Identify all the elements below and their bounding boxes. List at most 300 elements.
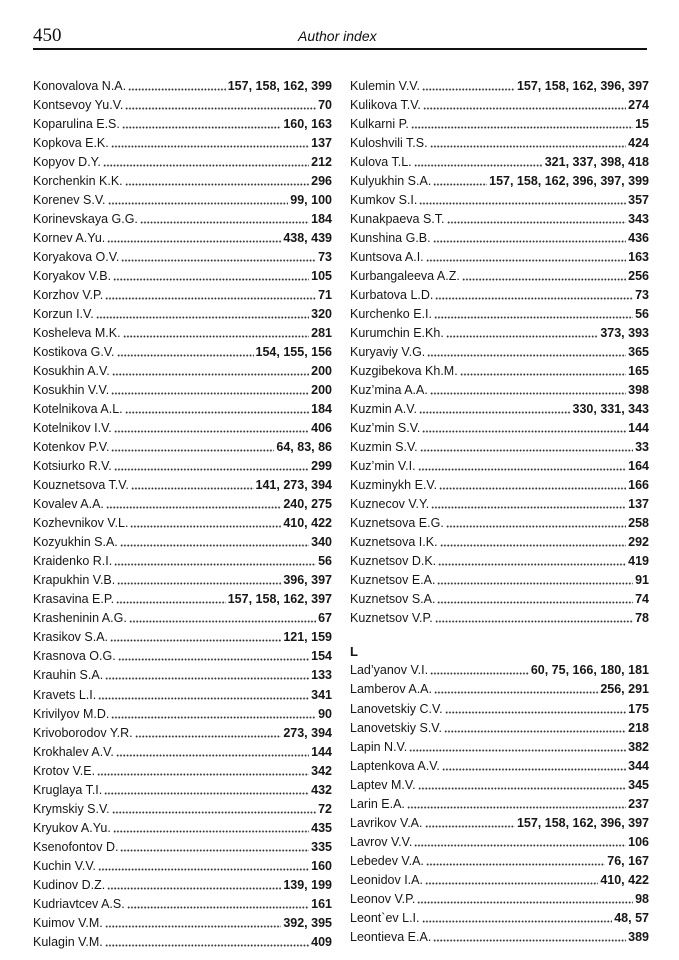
author-name: Kuznetsov D.K. [350, 554, 437, 569]
dot-leader [122, 126, 281, 129]
index-entry [33, 362, 332, 381]
index-entry [350, 476, 649, 495]
index-entry [350, 571, 649, 590]
author-name: Kraidenko R.I. [33, 554, 113, 569]
index-group-l [350, 661, 649, 946]
index-entry [33, 666, 332, 685]
page-references: 335 [311, 839, 332, 854]
author-name: Kurbatova L.D. [350, 288, 434, 303]
page-references: 438, 439 [283, 231, 332, 246]
page-references: 435 [311, 820, 332, 835]
author-name: Kuzgibekova Kh.M. [350, 364, 458, 379]
dot-leader [433, 939, 626, 942]
index-entry [33, 819, 332, 838]
author-name: Kravets L.I. [33, 687, 97, 702]
index-entry [33, 495, 332, 514]
dot-leader [114, 430, 309, 433]
index-entry [33, 857, 332, 876]
page-references: 106 [628, 834, 649, 849]
dot-leader [414, 844, 626, 847]
index-entry [350, 852, 649, 871]
index-entry [350, 928, 649, 947]
dot-leader [407, 806, 626, 809]
dot-leader [435, 620, 633, 623]
page-references: 76, 167 [607, 853, 649, 868]
index-entry [350, 438, 649, 457]
dot-leader [414, 164, 543, 167]
index-entry [350, 661, 649, 680]
index-entry [33, 590, 332, 609]
page-references: 341 [311, 687, 332, 702]
page-references: 164 [628, 459, 649, 474]
running-title: Author index [298, 28, 377, 44]
page-references: 256, 291 [600, 682, 649, 697]
author-name: Lebedev V.A. [350, 853, 424, 868]
header-rule [33, 48, 647, 50]
index-entry [350, 381, 649, 400]
author-name: Krotov V.E. [33, 763, 96, 778]
index-entry [33, 476, 332, 495]
dot-leader [111, 449, 274, 452]
author-name: Kuzminykh E.V. [350, 478, 438, 493]
dot-leader [113, 278, 309, 281]
index-entry [33, 762, 332, 781]
author-name: Kulova T.L. [350, 155, 412, 170]
index-entry [350, 457, 649, 476]
dot-leader [125, 411, 309, 414]
page-references: 184 [311, 402, 332, 417]
page-references: 137 [311, 136, 332, 151]
dot-leader [430, 672, 529, 675]
author-name: Kurumchin E.Kh. [350, 326, 444, 341]
dot-leader [118, 658, 309, 661]
dot-leader [127, 906, 309, 909]
dot-leader [117, 582, 281, 585]
page-references: 432 [311, 782, 332, 797]
index-entry [350, 343, 649, 362]
dot-leader [431, 506, 626, 509]
author-name: Kuznetsov E.A. [350, 573, 436, 588]
index-group-k [350, 77, 649, 628]
page-references: 48, 57 [614, 910, 649, 925]
page-references: 409 [311, 934, 332, 949]
page-references: 157, 158, 162, 399 [227, 79, 332, 93]
author-name: Lad’yanov V.I. [350, 663, 429, 678]
dot-leader [422, 430, 626, 433]
author-name: Kontsevoy Yu.V. [33, 98, 124, 113]
page-references: 373, 393 [600, 326, 649, 341]
dot-leader [430, 392, 626, 395]
index-entry [33, 571, 332, 590]
page-references: 296 [311, 174, 332, 189]
author-name: Konovalova N.A. [33, 79, 127, 93]
page-references: 99, 100 [290, 193, 332, 208]
author-name: Leonidov I.A. [350, 872, 423, 887]
page-references: 292 [628, 535, 649, 550]
author-name: Kuznetsova I.K. [350, 535, 438, 550]
page-references: 161 [311, 896, 332, 911]
page-references: 258 [628, 516, 649, 531]
page-references: 90 [318, 706, 332, 721]
author-name: Krapukhin V.B. [33, 573, 116, 588]
author-name: Lanovetskiy S.V. [350, 720, 442, 735]
index-column-right [350, 77, 649, 947]
dot-leader [98, 868, 309, 871]
index-entry [350, 795, 649, 814]
author-name: Kozhevnikov V.L. [33, 516, 129, 531]
index-entry [350, 871, 649, 890]
author-name: Leontieva E.A. [350, 929, 432, 944]
index-entry [350, 738, 649, 757]
page-references: 67 [318, 611, 332, 626]
index-entry [350, 134, 649, 153]
author-name: Laptenkova A.V. [350, 758, 440, 773]
author-name: Kulyukhin S.A. [350, 174, 432, 189]
page-references: 157, 158, 162, 396, 397 [516, 815, 649, 830]
page-references: 342 [311, 763, 332, 778]
dot-leader [446, 335, 599, 338]
author-name: Kryukov A.Yu. [33, 820, 111, 835]
page-references: 398 [628, 383, 649, 398]
index-entry [33, 705, 332, 724]
page-references: 15 [635, 117, 649, 132]
dot-leader [442, 768, 626, 771]
page-references: 410, 422 [283, 516, 332, 531]
index-entry [33, 419, 332, 438]
page-references: 344 [628, 758, 649, 773]
index-entry [33, 191, 332, 210]
dot-leader [420, 449, 633, 452]
index-entry [33, 115, 332, 134]
author-name: Kuznetsova E.G. [350, 516, 444, 531]
page-references: 237 [628, 796, 649, 811]
page-references: 382 [628, 739, 649, 754]
author-name: Kulkarni P. [350, 117, 409, 132]
page-references: 274 [628, 98, 649, 113]
page-references: 154, 155, 156 [255, 345, 332, 360]
index-entry [33, 895, 332, 914]
section-letter-heading: L [350, 644, 358, 660]
page-references: 121, 159 [283, 630, 332, 645]
dot-leader [117, 354, 254, 357]
page-references: 184 [311, 212, 332, 227]
author-name: Kuznecov V.Y. [350, 497, 430, 512]
index-entry [33, 153, 332, 172]
index-entry [350, 495, 649, 514]
page-references: 73 [635, 288, 649, 303]
author-name: Kulagin V.M. [33, 934, 103, 949]
author-name: Korenev S.V. [33, 193, 106, 208]
index-entry [350, 719, 649, 738]
index-entry [33, 533, 332, 552]
dot-leader [111, 716, 316, 719]
dot-leader [105, 297, 316, 300]
page-references: 410, 422 [600, 872, 649, 887]
page-references: 200 [311, 364, 332, 379]
author-name: Korzhov V.P. [33, 288, 104, 303]
author-name: Lamberov A.A. [350, 682, 432, 697]
author-name: Kunakpaeva S.T. [350, 212, 445, 227]
index-entry [33, 381, 332, 400]
page-references: 256 [628, 269, 649, 284]
page-references: 357 [628, 193, 649, 208]
index-entry [33, 77, 332, 96]
dot-leader [114, 468, 309, 471]
page-references: 343 [628, 212, 649, 227]
page-references: 166 [628, 478, 649, 493]
index-entry [350, 267, 649, 286]
author-name: Krasikov S.A. [33, 630, 109, 645]
author-name: Kruglaya T.I. [33, 782, 103, 797]
page-references: 330, 331, 343 [572, 402, 649, 417]
author-name: Ksenofontov D. [33, 839, 119, 854]
page-references: 345 [628, 777, 649, 792]
dot-leader [135, 735, 282, 738]
page-references: 71 [318, 288, 332, 303]
index-entry [33, 457, 332, 476]
index-entry [350, 400, 649, 419]
dot-leader [426, 863, 605, 866]
dot-leader [411, 126, 633, 129]
author-name: Krasnova O.G. [33, 649, 116, 664]
index-entry [33, 743, 332, 762]
page-references: 157, 158, 162, 396, 397 [516, 79, 649, 93]
page-references: 98 [635, 891, 649, 906]
dot-leader [409, 749, 626, 752]
author-name: Kosheleva M.K. [33, 326, 121, 341]
index-entry [33, 514, 332, 533]
index-entry [350, 757, 649, 776]
page-references: 406 [311, 421, 332, 436]
dot-leader [96, 316, 309, 319]
index-entry [350, 700, 649, 719]
index-entry [33, 267, 332, 286]
index-entry [350, 191, 649, 210]
page-references: 56 [635, 307, 649, 322]
index-entry [33, 343, 332, 362]
dot-leader [116, 601, 226, 604]
page-references: 105 [311, 269, 332, 284]
dot-leader [440, 544, 627, 547]
dot-leader [123, 335, 310, 338]
index-entry [33, 914, 332, 933]
dot-leader [105, 925, 282, 928]
index-entry [33, 933, 332, 952]
index-entry [33, 781, 332, 800]
page-references: 64, 83, 86 [276, 440, 332, 455]
page-references: 320 [311, 307, 332, 322]
dot-leader [417, 901, 633, 904]
dot-leader [116, 754, 309, 757]
dot-leader [430, 145, 627, 148]
author-name: Kurchenko E.I. [350, 307, 432, 322]
index-entry [33, 438, 332, 457]
dot-leader [103, 164, 309, 167]
dot-leader [125, 183, 310, 186]
dot-leader [422, 88, 515, 91]
page-references: 240, 275 [283, 497, 332, 512]
author-name: Kudriavtcev A.S. [33, 896, 125, 911]
index-column-left [33, 77, 332, 952]
author-name: Kudinov D.Z. [33, 877, 106, 892]
author-name: Krasheninin A.G. [33, 611, 127, 626]
author-name: Koryakov V.B. [33, 269, 112, 284]
page-header [0, 0, 679, 52]
index-entry [350, 909, 649, 928]
dot-leader [111, 145, 309, 148]
dot-leader [433, 240, 627, 243]
page-references: 144 [628, 421, 649, 436]
index-entry [350, 229, 649, 248]
author-name: Korchenkin K.K. [33, 174, 123, 189]
author-name: Kotelnikov I.V. [33, 421, 112, 436]
index-entry [33, 248, 332, 267]
author-name: Kotelnikova A.L. [33, 402, 123, 417]
page-references: 436 [628, 231, 649, 246]
dot-leader [114, 563, 316, 566]
dot-leader [426, 259, 626, 262]
author-name: Kuz’min S.V. [350, 421, 421, 436]
page-number: 450 [33, 25, 62, 46]
author-name: Kuz’min V.I. [350, 459, 416, 474]
author-name: Kornev A.Yu. [33, 231, 106, 246]
page-references: 70 [318, 98, 332, 113]
author-name: Kurbangaleeva A.Z. [350, 269, 460, 284]
index-entry [350, 833, 649, 852]
dot-leader [425, 825, 515, 828]
author-name: Larin E.A. [350, 796, 405, 811]
dot-leader [112, 373, 309, 376]
index-entry [33, 724, 332, 743]
index-entry [33, 838, 332, 857]
dot-leader [120, 849, 309, 852]
dot-leader [107, 240, 281, 243]
author-name: Kuloshvili T.S. [350, 136, 428, 151]
index-entry [350, 172, 649, 191]
author-name: Leont`ev L.I. [350, 910, 420, 925]
index-entry [350, 305, 649, 324]
page-references: 424 [628, 136, 649, 151]
page-references: 74 [635, 592, 649, 607]
author-name: Kuchin V.V. [33, 858, 97, 873]
page-references: 218 [628, 720, 649, 735]
page-references: 200 [311, 383, 332, 398]
page-references: 392, 395 [283, 915, 332, 930]
author-name: Kotsiurko R.V. [33, 459, 112, 474]
dot-leader [447, 221, 627, 224]
index-entry [350, 680, 649, 699]
page-references: 160, 163 [283, 117, 332, 132]
dot-leader [105, 944, 309, 947]
index-entry [33, 647, 332, 666]
page-references: 212 [311, 155, 332, 170]
author-name: Kostikova G.V. [33, 345, 115, 360]
page-references: 389 [628, 929, 649, 944]
page-references: 165 [628, 364, 649, 379]
dot-leader [98, 697, 309, 700]
author-name: Korinevskaya G.G. [33, 212, 138, 227]
dot-leader [113, 830, 309, 833]
dot-leader [121, 259, 316, 262]
page-references: 419 [628, 554, 649, 569]
index-entry [33, 324, 332, 343]
dot-leader [120, 544, 309, 547]
dot-leader [140, 221, 309, 224]
dot-leader [439, 487, 626, 490]
author-name: Krokhalev A.V. [33, 744, 114, 759]
page-references: 321, 337, 398, 418 [544, 155, 649, 170]
page-references: 133 [311, 668, 332, 683]
author-name: Kunshina G.B. [350, 231, 431, 246]
index-entry [33, 96, 332, 115]
dot-leader [437, 601, 633, 604]
index-entry [33, 686, 332, 705]
index-entry [350, 115, 649, 134]
page-references: 365 [628, 345, 649, 360]
dot-leader [128, 88, 226, 91]
index-entry [350, 814, 649, 833]
dot-leader [462, 278, 626, 281]
dot-leader [107, 887, 281, 890]
author-name: Lavrikov V.A. [350, 815, 423, 830]
dot-leader [108, 202, 289, 205]
dot-leader [438, 563, 626, 566]
dot-leader [433, 183, 487, 186]
page-references: 33 [635, 440, 649, 455]
dot-leader [112, 811, 316, 814]
author-name: Kuz’mina A.A. [350, 383, 428, 398]
page-references: 73 [318, 250, 332, 265]
author-name: Laptev M.V. [350, 777, 416, 792]
index-entry [350, 77, 649, 96]
dot-leader [131, 487, 254, 490]
author-name: Kuimov V.M. [33, 915, 103, 930]
author-name: Korzun I.V. [33, 307, 94, 322]
dot-leader [422, 920, 613, 923]
dot-leader [425, 882, 598, 885]
index-entry [350, 96, 649, 115]
dot-leader [106, 506, 281, 509]
author-name: Kuryaviy V.G. [350, 345, 426, 360]
dot-leader [427, 354, 626, 357]
author-name: Kopyov D.Y. [33, 155, 101, 170]
page-references: 137 [628, 497, 649, 512]
index-entry [33, 400, 332, 419]
dot-leader [130, 525, 281, 528]
page-references: 154 [311, 649, 332, 664]
author-name: Lanovetskiy C.V. [350, 701, 443, 716]
author-name: Kuzmin S.V. [350, 440, 418, 455]
author-name: Lavrov V.V. [350, 834, 413, 849]
author-name: Lapin N.V. [350, 739, 408, 754]
page-references: 163 [628, 250, 649, 265]
index-entry [350, 552, 649, 571]
author-name: Krivilyov M.D. [33, 706, 110, 721]
index-entry [350, 248, 649, 267]
author-name: Koryakova O.V. [33, 250, 120, 265]
author-name: Kumkov S.I. [350, 193, 418, 208]
index-entry [350, 533, 649, 552]
author-name: Kotenkov P.V. [33, 440, 110, 455]
page-references: 175 [628, 701, 649, 716]
dot-leader [125, 107, 316, 110]
dot-leader [446, 525, 626, 528]
index-entry [33, 876, 332, 895]
author-name: Koparulina E.S. [33, 117, 120, 132]
index-entry [33, 305, 332, 324]
page-references: 396, 397 [283, 573, 332, 588]
index-entry [33, 210, 332, 229]
